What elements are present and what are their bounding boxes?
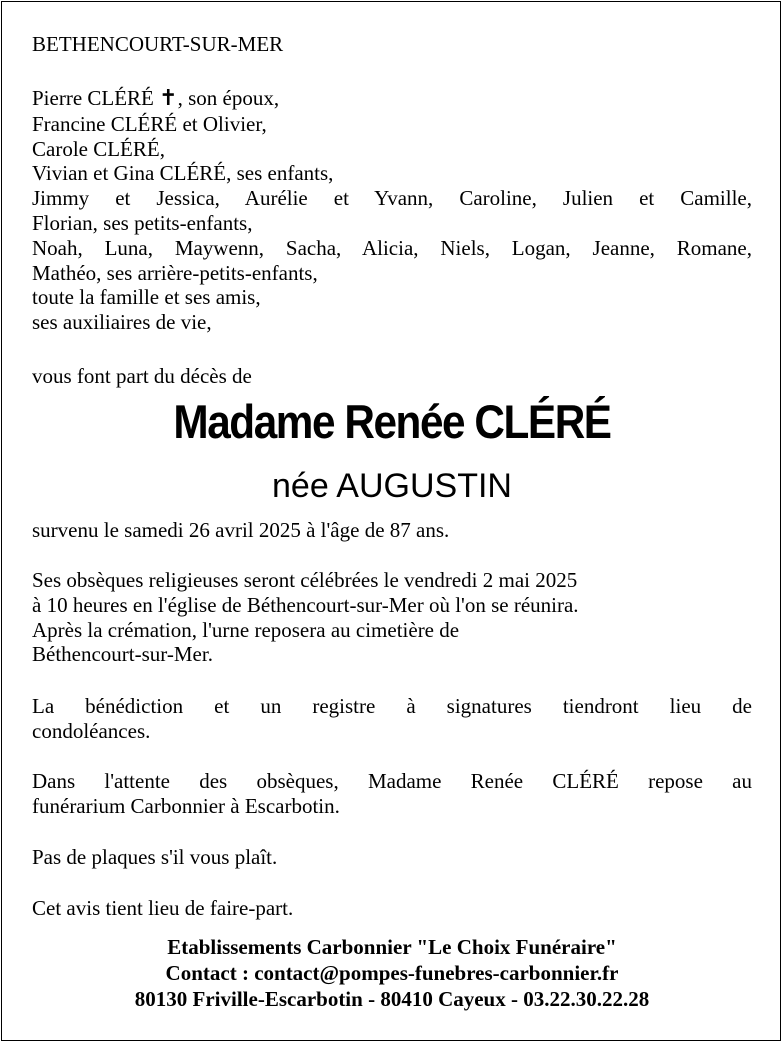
funeral-line-3: Après la crémation, l'urne reposera au cimetière de bbox=[32, 617, 460, 642]
announcement-text: vous font part du décès de bbox=[32, 364, 252, 388]
funeral-home-contact: Contact : contact@pompes-funebres-carbonnier.fr bbox=[165, 961, 619, 985]
rest-line-2: funérarium Carbonnier à Escarbotin. bbox=[32, 793, 340, 818]
funeral-home-name: Etablissements Carbonnier "Le Choix Funéraire" bbox=[167, 935, 617, 959]
blessing-paragraph bbox=[32, 694, 752, 744]
death-info bbox=[32, 518, 752, 543]
rest-line-1: Dans l'attente des obsèques, Madame Renée CLÉRÉ repose au bbox=[32, 769, 752, 793]
family-line-5: Jimmy et Jessica, Aurélie et Yvann, Caroline, Julien et Camille, bbox=[32, 186, 752, 211]
family-line-2: Francine CLÉRÉ et Olivier, bbox=[32, 111, 267, 136]
notice-text: Cet avis tient lieu de faire-part. bbox=[32, 896, 294, 920]
family-line-10: ses auxiliaires de vie, bbox=[32, 310, 212, 335]
husband-name: Pierre CLÉRÉ bbox=[32, 86, 154, 110]
cross-icon: ✝ bbox=[159, 86, 178, 111]
no-plaques-note bbox=[32, 845, 752, 870]
announcement bbox=[32, 364, 752, 389]
location-text: BETHENCOURT-SUR-MER bbox=[32, 32, 284, 56]
blessing-line-1: La bénédiction et un registre à signatures tiendront lieu de bbox=[32, 694, 752, 718]
deceased-name: Madame Renée CLÉRÉ bbox=[173, 395, 611, 448]
family-line-4: Vivian et Gina CLÉRÉ, ses enfants, bbox=[32, 161, 334, 186]
husband-relation: , son époux, bbox=[177, 86, 280, 110]
funeral-line-1: Ses obsèques religieuses seront célébrées le vendredi 2 mai 2025 bbox=[32, 568, 578, 592]
family-line-6: Florian, ses petits-enfants, bbox=[32, 210, 253, 235]
family-line-8: Mathéo, ses arrière-petits-enfants, bbox=[32, 260, 318, 285]
family-list bbox=[32, 86, 752, 335]
deceased-maiden-name: née AUGUSTIN bbox=[272, 467, 512, 505]
funeral-details bbox=[32, 568, 752, 667]
notice-note bbox=[32, 896, 752, 921]
blessing-line-2: condoléances. bbox=[32, 718, 151, 743]
death-info-text: survenu le samedi 26 avril 2025 à l'âge de 87 ans. bbox=[32, 518, 450, 542]
family-line-3: Carole CLÉRÉ, bbox=[32, 136, 165, 161]
family-line-1 bbox=[32, 86, 752, 112]
rest-paragraph bbox=[32, 769, 752, 819]
funeral-line-2: à 10 heures en l'église de Béthencourt-sur-Mer où l'on se réunira. bbox=[32, 592, 579, 617]
funeral-line-4: Béthencourt-sur-Mer. bbox=[32, 642, 213, 667]
no-plaques-text: Pas de plaques s'il vous plaît. bbox=[32, 845, 278, 869]
funeral-home-footer bbox=[0, 934, 784, 1012]
location-heading bbox=[32, 32, 752, 57]
funeral-home-address: 80130 Friville-Escarbotin - 80410 Cayeux - 03.22.30.22.28 bbox=[134, 987, 650, 1011]
family-line-9: toute la famille et ses amis, bbox=[32, 285, 261, 310]
family-line-7: Noah, Luna, Maywenn, Sacha, Alicia, Niels, Logan, Jeanne, Romane, bbox=[32, 235, 752, 260]
